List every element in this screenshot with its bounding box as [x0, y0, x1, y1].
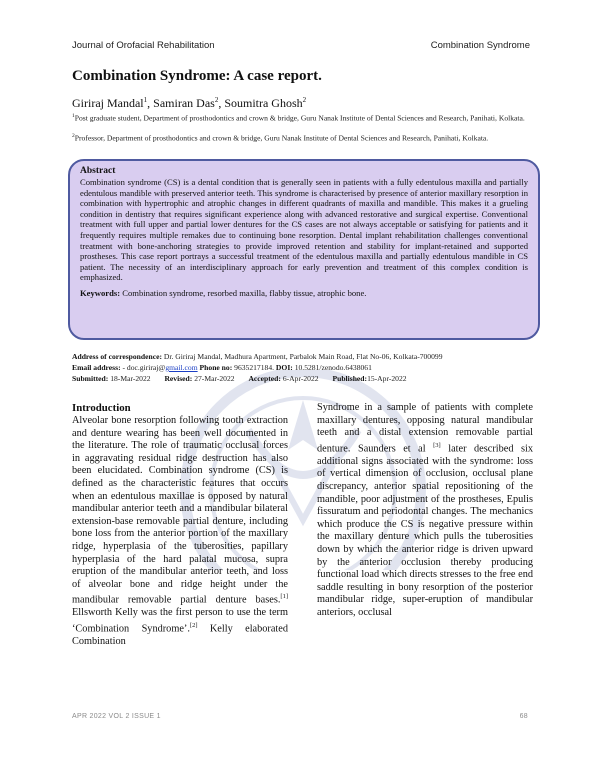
issue-info: APR 2022 VOL 2 ISSUE 1: [72, 713, 161, 720]
intro-text: later described six additional signs associated with the syndrome: loss of vertical dimension of occlusion, occlusal plane discrepancy, anterior spatial repositioning of the mandible, poor adjustment of the prostheses, Epulis fissuratum and periodontal changes. The mechanics which produce the CS is negative pressure within the maxillary denture which pulls the tuberosities down by which the anterior ridge is driven upward by the anterior occlusion thereby producing functional load which directs stresses to the free end saddle resulting in bony resorption of the posterior mandibular ridge, super-eruption of mandibular anteriors, occlusal: [317, 443, 533, 618]
journal-name: Journal of Orofacial Rehabilitation: [72, 40, 215, 51]
intro-paragraph-continued: [317, 402, 533, 620]
intro-paragraph: [72, 415, 288, 649]
accepted-label: Accepted:: [248, 374, 281, 383]
body-column-left: [72, 402, 288, 649]
revised-label: Revised:: [164, 374, 193, 383]
doi-value: 10.5281/zenodo.6438061: [294, 363, 372, 372]
author-affiliation-marker: 2: [302, 96, 307, 104]
author-separator: ,: [218, 96, 225, 110]
address-text: Dr. Giriraj Mandal, Madhura Apartment, Parbalok Main Road, Flat No-06, Kolkata-700099: [163, 352, 443, 361]
affiliation-1: [72, 111, 538, 124]
author-affiliation-marker: 2: [214, 96, 219, 104]
author-name: Soumitra Ghosh: [224, 96, 303, 110]
affiliation-text: Post graduate student, Department of prosthodontics and crown & bridge, Guru Nanak Institute of Dental Sciences and Research, Panihati, Kolkata.: [74, 113, 525, 123]
citation-ref: [3]: [433, 441, 441, 449]
keywords: [80, 288, 528, 299]
intro-text: Kelly elaborated Combination: [72, 623, 288, 647]
keywords-text: Combination syndrome, resorbed maxilla, flabby tissue, atrophic bone.: [122, 287, 367, 298]
revised-date: 27-Mar-2022: [194, 374, 235, 383]
contact-line: [72, 363, 538, 374]
author-separator: ,: [147, 96, 154, 110]
page-number: 68: [519, 713, 528, 720]
affiliation-marker: 2: [72, 133, 75, 139]
article-dates: [72, 374, 538, 385]
published-date: 15-Apr-2022: [367, 374, 407, 383]
affiliation-marker: 1: [72, 113, 75, 119]
published-label: Published:: [332, 374, 368, 383]
citation-ref: [2]: [189, 621, 198, 629]
intro-text: Ellsworth Kelly was the first person to use the term ‘Combination Syndrome’.: [72, 607, 288, 635]
author-name: Giriraj Mandal: [72, 96, 144, 110]
abstract-heading: Abstract: [80, 166, 116, 176]
running-header: [72, 40, 530, 51]
abstract-body: Combination syndrome (CS) is a dental condition that is generally seen in patients with a fully edentulous maxilla and partially edentulous mandible with preserved anterior teeth. This syndrome is characterised by presence of anterior maxillary resorption in combination with hypertrophic and atrophic changes in different quadrants of maxilla and mandible. This makes it a grueling condition in dentistry that requires significant experience along with advanced restorative and surgical expertise. Conventional treatment with full upper and partial lower dentures for the CS cases are not always acceptable or satisfying for patients and it frequently requires multiple remakes due to continuing bone resorption. Dental implant rehabilitation challenges conventional treatment with bone-anchoring strategies to provide improved retention and stability for implant-retained and supported prostheses. This case report portrays a successful treatment of the edentulous maxilla and partially edentulous mandible in CS patient. The necessity of an interdisciplinary approach for early prevention and treatment of this complex condition is emphasized.: [80, 177, 528, 283]
body-column-right: [317, 402, 533, 620]
author-list: [72, 96, 540, 111]
phone-number: 9635217184.: [234, 363, 275, 372]
running-title: Combination Syndrome: [430, 40, 530, 51]
email-prefix: - doc.giriraj@: [122, 363, 166, 372]
citation-ref: [1]: [280, 593, 288, 601]
intro-text: Syndrome in a sample of patients with complete maxillary dentures, opposing natural mandibular teeth and a distal extension removable partial denture. Saunders et al: [317, 402, 533, 455]
correspondence-address: [72, 352, 538, 363]
submitted-label: Submitted:: [72, 374, 109, 383]
page-footer: [72, 713, 528, 720]
affiliation-text: Professor, Department of prosthodontics and crown & bridge, Guru Nanak Institute of Dental Sciences and Research, Panihati, Kolkata.: [74, 133, 489, 143]
author-affiliation-marker: 1: [143, 96, 148, 104]
affiliation-2: [72, 131, 538, 144]
address-label: Address of correspondence:: [72, 352, 162, 361]
article-title: Combination Syndrome: A case report.: [72, 68, 322, 84]
section-heading-introduction: Introduction: [72, 402, 131, 414]
doi-label: DOI:: [275, 363, 293, 372]
abstract-box: [68, 159, 540, 340]
keywords-label: Keywords:: [80, 287, 121, 298]
intro-text: Alveolar bone resorption following tooth extraction and denture wearing has been well documented in the literature. The role of traumatic occlusal forces in aggravating residual ridge destruction has also been elucidated. Combination syndrome (CS) is defined as the characteristic features that occurs when an edentulous maxillae is opposed by natural mandibular anterior teeth and a mandibular bilateral extension-base removable partial denture, including bone loss from the anterior portion of the maxillary ridge, hyperplasia of the tuberosities, papillary hyperplasia of the hard palatal mucosa, supra eruption of the mandibular anterior teeth, and loss of alveolar bone and ridge height under the mandibular removable partial denture bases.: [72, 415, 288, 606]
email-label: Email address:: [72, 363, 121, 372]
accepted-date: 6-Apr-2022: [282, 374, 319, 383]
author-name: Samiran Das: [153, 96, 215, 110]
submitted-date: 18-Mar-2022: [110, 374, 151, 383]
phone-label: Phone no:: [199, 363, 233, 372]
email-link[interactable]: gmail.com: [165, 363, 198, 372]
